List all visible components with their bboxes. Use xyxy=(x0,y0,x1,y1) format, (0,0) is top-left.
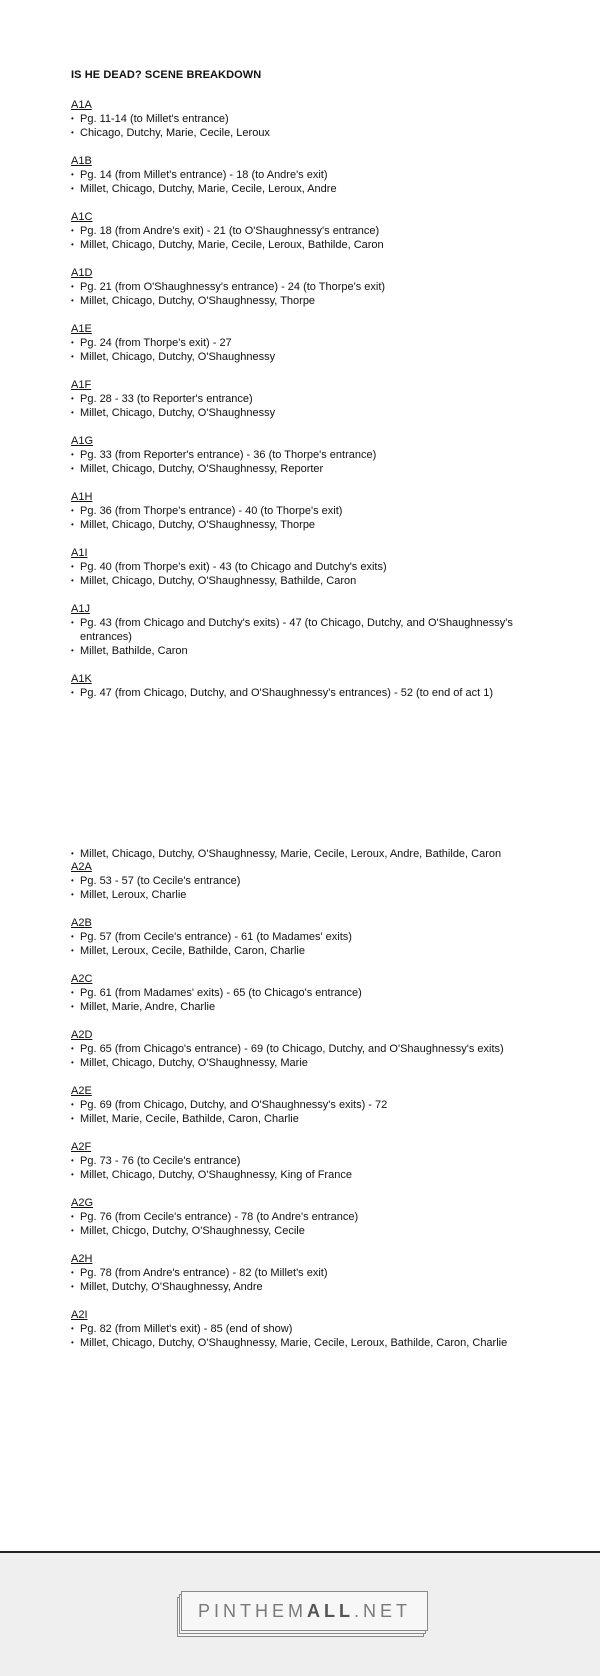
logo-card-front xyxy=(181,1591,428,1631)
scene-label: A1J xyxy=(71,603,90,615)
scene-pages-item: • Pg. 69 (from Chicago, Dutchy, and O'Shaughnessy's exits) - 72 xyxy=(71,1098,531,1112)
scene-block xyxy=(71,1085,531,1126)
pinthemall-logo[interactable] xyxy=(177,1591,424,1633)
scene-details-list xyxy=(71,560,531,588)
scene-block xyxy=(71,491,531,532)
scene-block xyxy=(71,673,531,700)
scene-label: A2B xyxy=(71,917,92,929)
scene-pages-item: • Pg. 53 - 57 (to Cecile's entrance) xyxy=(71,874,531,888)
scene-cast-item: • Millet, Leroux, Cecile, Bathilde, Caron, Charlie xyxy=(71,944,531,958)
scene-label: A2C xyxy=(71,973,93,985)
scene-label: A2A xyxy=(71,861,92,873)
scene-details-list xyxy=(71,336,531,364)
scene-label: A1I xyxy=(71,547,88,559)
scene-block xyxy=(71,1309,531,1350)
scene-pages-item: • Pg. 43 (from Chicago and Dutchy's exits) - 47 (to Chicago, Dutchy, and O'Shaughnessy's entrances) xyxy=(71,616,531,644)
scene-details-list xyxy=(71,930,531,958)
scene-details-list xyxy=(71,874,531,902)
continuation-list xyxy=(71,847,531,861)
logo-text-all: ALL xyxy=(307,1600,354,1621)
scene-block xyxy=(71,917,531,958)
scene-cast-item: • Millet, Chicgo, Dutchy, O'Shaughnessy, Cecile xyxy=(71,1224,531,1238)
scene-block xyxy=(71,1029,531,1070)
scene-pages-item: • Pg. 73 - 76 (to Cecile's entrance) xyxy=(71,1154,531,1168)
scene-label: A1E xyxy=(71,323,92,335)
scene-block xyxy=(71,1141,531,1182)
scene-label: A1G xyxy=(71,435,94,447)
scene-pages-item: • Pg. 57 (from Cecile's entrance) - 61 (to Madames' exits) xyxy=(71,930,531,944)
scene-label: A1K xyxy=(71,673,92,685)
scene-block xyxy=(71,1253,531,1294)
scene-pages-item: • Pg. 33 (from Reporter's entrance) - 36 (to Thorpe's entrance) xyxy=(71,448,531,462)
scene-label: A1D xyxy=(71,267,93,279)
logo-text xyxy=(198,1601,411,1622)
scene-details-list xyxy=(71,986,531,1014)
scene-pages-item: • Pg. 76 (from Cecile's entrance) - 78 (to Andre's entrance) xyxy=(71,1210,531,1224)
scene-label: A1F xyxy=(71,379,92,391)
scene-cast-item: • Millet, Chicago, Dutchy, O'Shaughnessy, Reporter xyxy=(71,462,531,476)
scene-cast-item: • Millet, Chicago, Dutchy, O'Shaughnessy, Marie xyxy=(71,1056,531,1070)
scene-pages-item: • Pg. 11-14 (to Millet's entrance) xyxy=(71,112,531,126)
scene-list-act1 xyxy=(71,99,531,715)
scene-cast-item: • Millet, Chicago, Dutchy, O'Shaughnessy, Thorpe xyxy=(71,518,531,532)
scene-details-list xyxy=(71,168,531,196)
scene-label: A2G xyxy=(71,1197,94,1209)
scene-label: A1H xyxy=(71,491,93,503)
scene-details-list xyxy=(71,1154,531,1182)
scene-block xyxy=(71,547,531,588)
scene-label: A2D xyxy=(71,1029,93,1041)
scene-label: A2H xyxy=(71,1253,93,1265)
scene-block xyxy=(71,323,531,364)
scene-cast-item: • Millet, Dutchy, O'Shaughnessy, Andre xyxy=(71,1280,531,1294)
scene-label: A2F xyxy=(71,1141,92,1153)
scene-details-list xyxy=(71,392,531,420)
scene-cast-item: • Millet, Leroux, Charlie xyxy=(71,888,531,902)
scene-list-act2 xyxy=(71,847,531,1365)
scene-pages-item: • Pg. 65 (from Chicago's entrance) - 69 (to Chicago, Dutchy, and O'Shaughnessy's exits) xyxy=(71,1042,531,1056)
continuation-item: • Millet, Chicago, Dutchy, O'Shaughnessy, Marie, Cecile, Leroux, Andre, Bathilde, Caron xyxy=(71,847,531,861)
scene-block xyxy=(71,155,531,196)
scene-pages-item: • Pg. 40 (from Thorpe's exit) - 43 (to Chicago and Dutchy's exits) xyxy=(71,560,531,574)
scene-cast-item: • Millet, Chicago, Dutchy, O'Shaughnessy, King of France xyxy=(71,1168,531,1182)
footer-bar xyxy=(0,1551,600,1676)
scene-label: A1C xyxy=(71,211,93,223)
scene-pages-item: • Pg. 78 (from Andre's entrance) - 82 (to Millet's exit) xyxy=(71,1266,531,1280)
scene-details-list xyxy=(71,280,531,308)
scene-pages-item: • Pg. 61 (from Madames' exits) - 65 (to Chicago's entrance) xyxy=(71,986,531,1000)
scene-details-list xyxy=(71,1322,531,1350)
scene-cast-item: • Millet, Chicago, Dutchy, Marie, Cecile, Leroux, Andre xyxy=(71,182,531,196)
scene-cast-item: • Chicago, Dutchy, Marie, Cecile, Leroux xyxy=(71,126,531,140)
scene-block xyxy=(71,99,531,140)
scene-cast-item: • Millet, Chicago, Dutchy, Marie, Cecile, Leroux, Bathilde, Caron xyxy=(71,238,531,252)
scene-details-list xyxy=(71,112,531,140)
scene-cast-item: • Millet, Chicago, Dutchy, O'Shaughnessy, Marie, Cecile, Leroux, Bathilde, Caron, Charlie xyxy=(71,1336,531,1350)
logo-text-pin: PIN xyxy=(197,1600,240,1621)
scene-pages-item: • Pg. 36 (from Thorpe's entrance) - 40 (to Thorpe's exit) xyxy=(71,504,531,518)
scene-details-list xyxy=(71,1042,531,1070)
scene-cast-item: • Millet, Bathilde, Caron xyxy=(71,644,531,658)
scene-details-list xyxy=(71,1210,531,1238)
scene-block xyxy=(71,603,531,658)
logo-text-them: THEM xyxy=(240,1600,307,1621)
scene-cast-item: • Millet, Chicago, Dutchy, O'Shaughnessy, Thorpe xyxy=(71,294,531,308)
scene-block xyxy=(71,379,531,420)
document-title: IS HE DEAD? SCENE BREAKDOWN xyxy=(71,69,262,81)
scene-details-list xyxy=(71,1266,531,1294)
scene-block xyxy=(71,435,531,476)
scene-pages-item: • Pg. 14 (from Millet's entrance) - 18 (to Andre's exit) xyxy=(71,168,531,182)
scene-pages-item: • Pg. 28 - 33 (to Reporter's entrance) xyxy=(71,392,531,406)
scene-details-list xyxy=(71,448,531,476)
scene-block xyxy=(71,211,531,252)
scene-block xyxy=(71,973,531,1014)
scene-label: A2E xyxy=(71,1085,92,1097)
scene-details-list xyxy=(71,616,531,658)
scene-details-list xyxy=(71,224,531,252)
scene-block xyxy=(71,267,531,308)
scene-label: A1A xyxy=(71,99,92,111)
scene-block xyxy=(71,861,531,902)
scene-pages-item: • Pg. 82 (from Millet's exit) - 85 (end of show) xyxy=(71,1322,531,1336)
scene-pages-item: • Pg. 21 (from O'Shaughnessy's entrance) - 24 (to Thorpe's exit) xyxy=(71,280,531,294)
scene-cast-item: • Millet, Marie, Cecile, Bathilde, Caron, Charlie xyxy=(71,1112,531,1126)
scene-pages-item: • Pg. 47 (from Chicago, Dutchy, and O'Shaughnessy's entrances) - 52 (to end of act 1) xyxy=(71,686,531,700)
scene-details-list xyxy=(71,686,531,700)
scene-details-list xyxy=(71,1098,531,1126)
scene-cast-item: • Millet, Marie, Andre, Charlie xyxy=(71,1000,531,1014)
scene-cast-item: • Millet, Chicago, Dutchy, O'Shaughnessy xyxy=(71,350,531,364)
scene-cast-item: • Millet, Chicago, Dutchy, O'Shaughnessy, Bathilde, Caron xyxy=(71,574,531,588)
scene-pages-item: • Pg. 18 (from Andre's exit) - 21 (to O'Shaughnessy's entrance) xyxy=(71,224,531,238)
scene-label: A1B xyxy=(71,155,92,167)
scene-cast-item: • Millet, Chicago, Dutchy, O'Shaughnessy xyxy=(71,406,531,420)
logo-text-net: .NET xyxy=(354,1600,412,1621)
scene-label: A2I xyxy=(71,1309,88,1321)
scene-pages-item: • Pg. 24 (from Thorpe's exit) - 27 xyxy=(71,336,531,350)
scene-details-list xyxy=(71,504,531,532)
scene-block xyxy=(71,1197,531,1238)
